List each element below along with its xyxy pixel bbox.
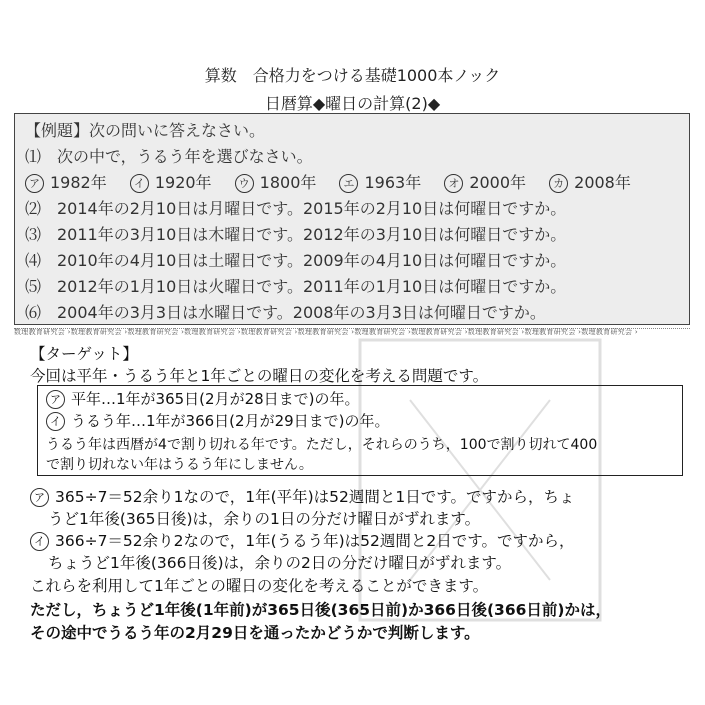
explanation-line-3: これらを利用して1年ごとの曜日の変化を考えることができます。 — [30, 577, 489, 595]
choice-text: 2008年 — [574, 173, 631, 192]
page-subtitle: 日暦算◆曜日の計算(2)◆ — [264, 94, 441, 113]
mark-a: ア — [30, 488, 49, 507]
definition-common-year — [46, 388, 360, 409]
choice-text: 1982年 — [50, 173, 107, 192]
explanation-bold-line-1: ただし，ちょうど1年後(1年前)が365日後(365日前)か366日後(366日前)かは， — [30, 601, 611, 619]
question-4: ⑷ 2010年の4月10日は土曜日です。2009年の4月10日は何曜日ですか。 — [25, 251, 567, 270]
explanation-a-line-2: うど1年後(365日後)は，余りの1日の分だけ曜日がずれます。 — [48, 510, 481, 528]
explanation-b-line-2: ちょうど1年後(366日後)は，余りの2日の分だけ曜日がずれます。 — [48, 554, 512, 572]
explanation-text: 365÷7＝52余り1なので，1年(平年)は52週間と1日です。ですから，ちょ — [55, 488, 575, 506]
choice-text: 1800年 — [259, 173, 317, 192]
choice-text: 2000年 — [469, 173, 527, 192]
choice-mark: ア — [25, 174, 44, 193]
mark-b: イ — [30, 532, 49, 551]
mark-a: ア — [46, 390, 65, 409]
leap-rule-line-2: で割り切れない年はうるう年にしません。 — [46, 457, 313, 473]
target-intro: 今回は平年・うるう年と1年ごとの曜日の変化を考える問題です。 — [30, 367, 489, 385]
divider-strip — [14, 328, 690, 337]
choice-mark: カ — [549, 174, 568, 193]
choice-mark: エ — [339, 174, 358, 193]
example-heading: 【例題】次の問いに答えなさい。 — [25, 121, 266, 140]
choice-d — [339, 170, 421, 193]
explanation-b-line-1 — [30, 529, 575, 551]
choice-a — [25, 170, 107, 193]
explanation-bold-line-2: その途中でうるう年の2月29日を通ったかどうかで判断します。 — [30, 624, 480, 642]
choice-c — [235, 170, 317, 193]
choice-f — [549, 170, 631, 193]
definition-text: 平年…1年が365日(2月が28日まで)の年。 — [71, 390, 360, 408]
choice-mark: ウ — [235, 174, 254, 193]
leap-rule-line-1: うるう年は西暦が4で割り切れる年です。ただし，それらのうち，100で割り切れて400 — [46, 437, 598, 453]
choice-mark: オ — [444, 174, 463, 193]
choice-e — [444, 170, 526, 193]
explanation-a-line-1 — [30, 485, 575, 507]
question-2: ⑵ 2014年の2月10日は月曜日です。2015年の2月10日は何曜日ですか。 — [25, 199, 567, 218]
question-1: ⑴ 次の中で，うるう年を選びなさい。 — [25, 147, 313, 166]
example-box — [14, 113, 690, 325]
choices-row — [25, 170, 649, 193]
choice-text: 1963年 — [364, 173, 422, 192]
definition-box — [37, 385, 683, 476]
choice-text: 1920年 — [154, 173, 212, 192]
explanation-text: 366÷7＝52余り2なので，1年(うるう年)は52週間と2日です。ですから， — [55, 532, 575, 550]
definition-text: うるう年…1年が366日(2月が29日まで)の年。 — [71, 412, 390, 430]
definition-leap-year — [46, 410, 390, 431]
mark-b: イ — [46, 412, 65, 431]
target-heading: 【ターゲット】 — [30, 345, 138, 363]
choice-mark: イ — [130, 174, 149, 193]
question-3: ⑶ 2011年の3月10日は木曜日です。2012年の3月10日は何曜日ですか。 — [25, 225, 567, 244]
page-title: 算数 合格力をつける基礎1000本ノック — [204, 66, 501, 85]
question-5: ⑸ 2012年の1月10日は火曜日です。2011年の1月10日は何曜日ですか。 — [25, 277, 567, 296]
question-6: ⑹ 2004年の3月3日は水曜日です。2008年の3月3日は何曜日ですか。 — [25, 303, 546, 322]
divider-text: 数理教育研究会 ›数理教育研究会 ›数理教育研究会 ›数理教育研究会 ›数理教育研究会 ›数理教育研究会 ›数理教育研究会 ›数理教育研究会 ›数理教育研究会 ›数理教育研究会 ›数理教育研究会 › — [14, 328, 638, 336]
choice-b — [130, 170, 212, 193]
